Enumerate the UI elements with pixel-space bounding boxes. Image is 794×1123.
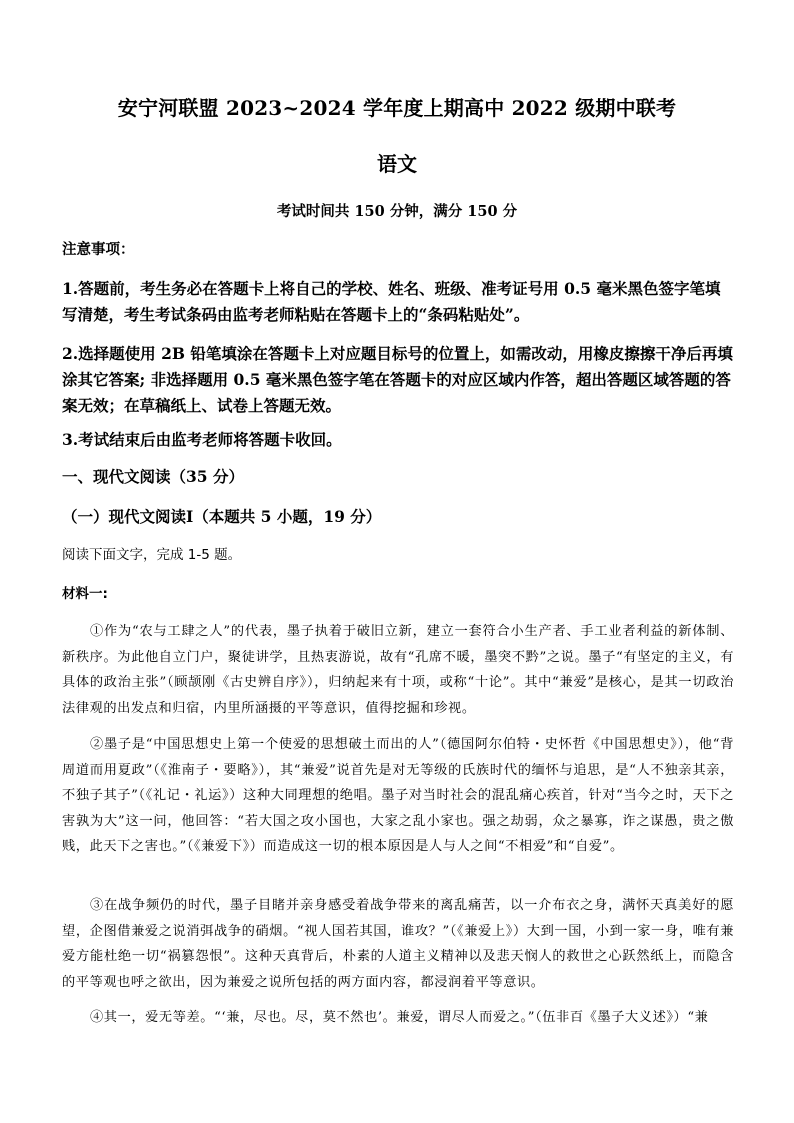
paragraph-2: ②墨子是“中国思想史上第一个使爱的思想破土而出的人”（德国阿尔伯特・史怀哲《中国思想史》），他“背周道而用夏政”（《淮南子・要略》），其“兼爱”说首先是对无等级的氏族时代的缅怀与追思，是“人不独亲其亲，不独子其子”（《礼记・礼运》）这种大同理想的绝唱。墨子对当时社会的混乱痛心疾首，针对“当今之时，天下之害孰为大”这一问，他回答：“若大国之攻小国也，大家之乱小家也。强之劫弱，众之暴寡，诈之谋愚，贵之傲贱，此天下之害也。”（《兼爱下》）而造成这一切的根本原因是人与人之间“不相爱”和“自爱”。: [62, 737, 734, 854]
exam-title: 安宁河联盟 2023~2024 学年度上期高中 2022 级期中联考: [117, 96, 677, 120]
reading-instruction: 阅读下面文字，完成 1-5 题。: [62, 547, 242, 563]
exam-info: 考试时间共 150 分钟，满分 150 分: [276, 203, 518, 220]
notice-item-2: 2.选择题使用 2B 铅笔填涂在答题卡上对应题目标号的位置上，如需改动，用橡皮擦擦干净后再填涂其它答案; 非选择题用 0.5 毫米黑色签字笔在答题卡的对应区域内作答，超出答题区域答题的答案无效；在草稿纸上、试卷上答题无效。: [62, 344, 733, 415]
subject-title: 语文: [377, 152, 417, 176]
paragraph-3: ③在战争频仍的时代，墨子目睹并亲身感受着战争带来的离乱痛苦，以一介布衣之身，满怀天真美好的愿望，企图借兼爱之说消弭战争的硝烟。“视人国若其国，谁攻？”（《兼爱上》）大到一国，小到一家一身，唯有兼爱方能杜绝一切“祸篡怨恨”。这种天真背后，朴素的人道主义精神以及悲天悯人的救世之心跃然纸上，而隐含的平等观也呼之欲出，因为兼爱之说所包括的两方面内容，都浸润着平等意识。: [62, 898, 734, 990]
notice-item-1: 1.答题前，考生务必在答题卡上将自己的学校、姓名、班级、准考证号用 0.5 毫米黑色签字笔填写清楚，考生考试条码由监考老师粘贴在答题卡上的“条码粘贴处”。: [62, 279, 721, 324]
material-label: 材料一:: [62, 586, 108, 602]
paragraph-4: ④其一，爱无等差。“‘兼，尽也。尽，莫不然也’。兼爱，谓尽人而爱之。”（伍非百《墨子大义述》）“兼: [90, 1010, 709, 1025]
subsection-title: （一）现代文阅读Ⅰ（本题共 5 小题，19 分）: [62, 507, 382, 526]
section-title: 一、现代文阅读（35 分）: [62, 467, 244, 486]
notice-item-3: 3.考试结束后由监考老师将答题卡收回。: [62, 430, 342, 449]
notice-heading: 注意事项：: [62, 241, 135, 258]
paragraph-1: ①作为“农与工肆之人”的代表，墨子执着于破旧立新，建立一套符合小生产者、手工业者利益的新体制、新秩序。为此他自立门户，聚徒讲学，且热衷游说，故有“孔席不暖，墨突不黔”之说。墨子“有坚定的主义，有具体的政治主张”（顾颉刚《古史辨自序》），归纳起来有十项，或称“十论”。其中“兼爱”是核心，是其一切政治法律观的出发点和归宿，内里所涵摄的平等意识，值得挖掘和珍视。: [62, 624, 734, 716]
